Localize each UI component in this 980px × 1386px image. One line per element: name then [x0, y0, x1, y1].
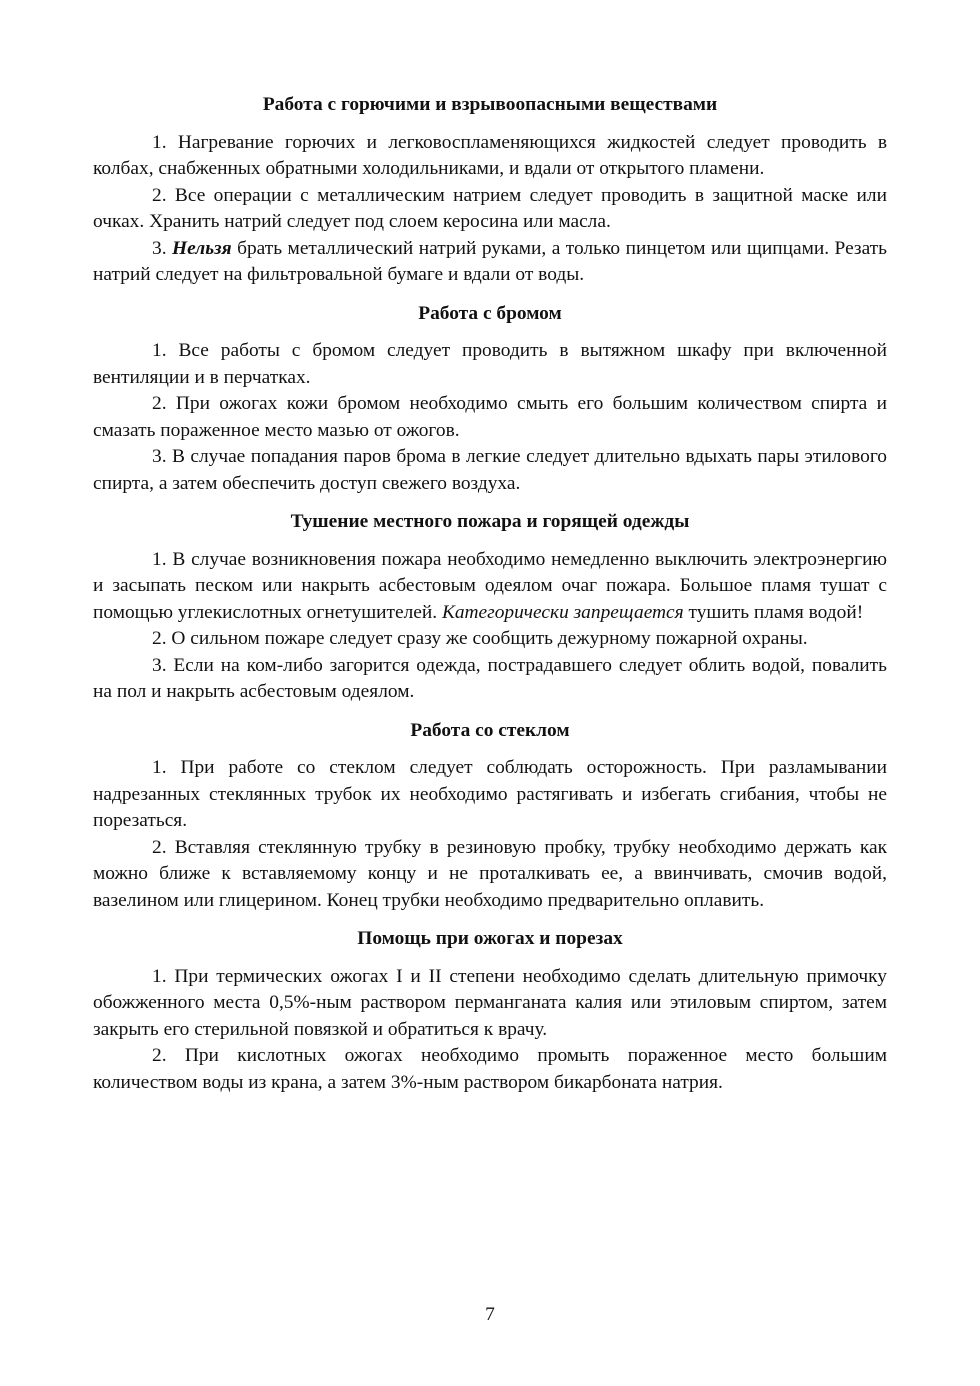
paragraph-prefix: 1. В случае возникновения пожара необходимо немедленно выключить электроэнергию и засыпать песком или накрыть асбестовым одеялом очаг пожара. Большое пламя тушат с помощью углекислотных огнетушителей. — [93, 548, 887, 623]
section-title: Помощь при ожогах и порезах — [357, 928, 623, 949]
section-title: Тушение местного пожара и горящей одежды — [290, 511, 690, 532]
paragraph: 2. При кислотных ожогах необходимо промыть пораженное место большим количеством воды из крана, а затем 3%-ным раствором бикарбоната натрия. — [93, 1045, 887, 1093]
page-number: 7 — [485, 1304, 495, 1325]
paragraph: 1. Все работы с бромом следует проводить в вытяжном шкафу при включенной вентиляции и в перчатках. — [93, 340, 887, 388]
section-bromine — [93, 301, 887, 498]
paragraph: 3. В случае попадания паров брома в легкие следует длительно вдыхать пары этилового спирта, а затем обеспечить доступ свежего воздуха. — [93, 446, 887, 494]
paragraph: 1. При работе со стеклом следует соблюдать осторожность. При разламывании надрезанных стеклянных трубок их необходимо растягивать и избегать сгибания, чтобы не порезаться. — [93, 757, 887, 831]
paragraph-suffix: тушить пламя водой! — [683, 601, 864, 623]
paragraph: 1. При термических ожогах I и II степени необходимо сделать длительную примочку обожженного места 0,5%-ным раствором перманганата калия или этиловым спиртом, затем закрыть его стерильной повязкой и обратиться к врачу. — [93, 965, 887, 1040]
paragraph: 2. О сильном пожаре следует сразу же сообщить дежурному пожарной охраны. — [152, 628, 808, 649]
paragraph — [93, 547, 887, 627]
section-flammable — [93, 92, 887, 289]
emphasis-text: Категорически запрещается — [441, 601, 684, 623]
section-title: Работа со стеклом — [410, 719, 570, 741]
section-title: Работа с бромом — [418, 302, 562, 324]
section-title: Работа с горючими и взрывоопасными веществами — [262, 94, 718, 115]
paragraph: 2. Вставляя стеклянную трубку в резиновую пробку, трубку необходимо держать как можно ближе к вставляемому концу и не проталкивать ее, а ввинчивать, смочив водой, вазелином или глицерином. Конец трубки необходимо предварительно оплавить. — [93, 836, 887, 911]
paragraph: 2. При ожогах кожи бромом необходимо смыть его большим количеством спирта и смазать пораженное место мазью от ожогов. — [93, 393, 887, 441]
paragraph: 1. Нагревание горючих и легковоспламеняющихся жидкостей следует проводить в колбах, снабженных обратными холодильниками, и вдали от открытого пламени. — [93, 131, 887, 179]
paragraph-prefix: 3. — [152, 237, 173, 259]
section-burns — [93, 926, 887, 1096]
paragraph-suffix: брать металлический натрий руками, а только пинцетом или щипцами. Резать натрий следует на фильтровальной бумаге и вдали от воды. — [93, 237, 888, 285]
section-fire — [93, 509, 887, 706]
emphasis-text: Нельзя — [172, 237, 232, 259]
page-content — [93, 92, 887, 1108]
section-glass — [93, 718, 887, 915]
paragraph: 2. Все операции с металлическим натрием следует проводить в защитной маске или очках. Хранить натрий следует под слоем керосина или масла. — [93, 184, 887, 232]
paragraph — [93, 236, 887, 289]
paragraph: 3. Если на ком-либо загорится одежда, пострадавшего следует облить водой, повалить на пол и накрыть асбестовым одеялом. — [93, 654, 887, 702]
